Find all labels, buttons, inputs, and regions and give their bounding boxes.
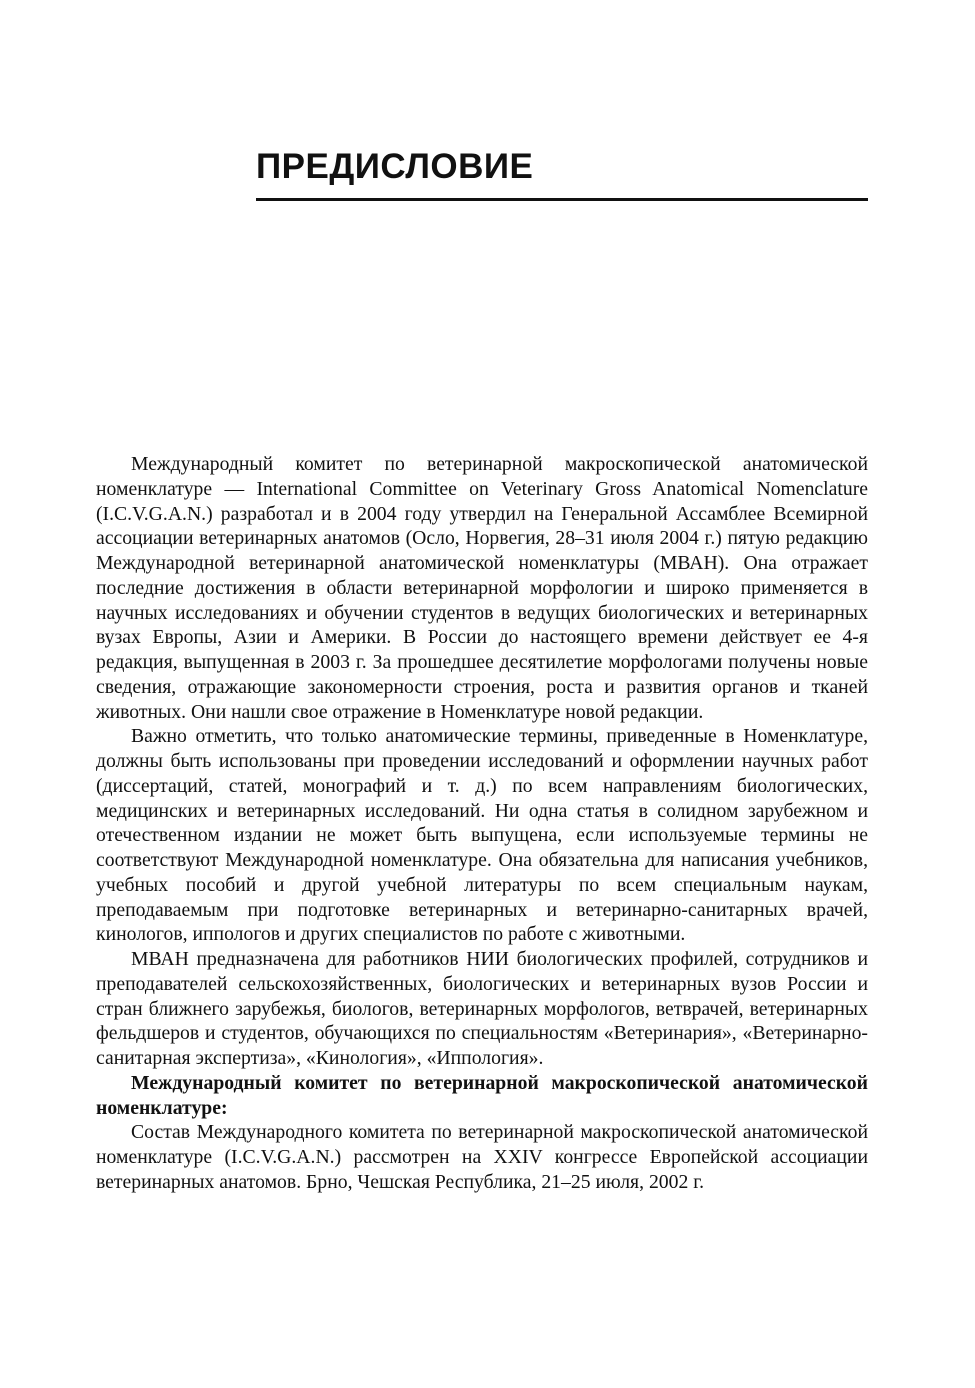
paragraph-committee-composition: Состав Международного комитета по ветеринарной макроскопической анатомической номенклатуре (I.C.V.G.A.N.) рассмотрен на XXIV конгрессе Европейской ассоциации ветеринарных анатомов. Брно, Чешская Республика, 21–25 июля, 2002 г. [96, 1121, 868, 1193]
title-underline [256, 198, 868, 201]
paragraph-audience: МВАН предназначена для работников НИИ биологических профилей, сотрудников и преподавателей сельскохозяйственных, биологических и ветеринарных вузов России и стран ближнего зарубежья, биологов, ветеринарных морфологов, ветврачей, ветеринарных фельдшеров и студентов, обучающихся по специальностям «Ветеринария», «Ветеринарно-санитарная экспертиза», «Кинология», «Иппология». [96, 948, 868, 1069]
page-title: ПРЕДИСЛОВИЕ [256, 147, 534, 186]
paragraph-intro: Международный комитет по ветеринарной макроскопической анатомической номенклатуре — International Committee on Veterinary Gross Anatomical Nomenclature (I.C.V.G.A.N.) разработал и в 2004 году утвердил на Генеральной Ассамблее Всемирной ассоциации ветеринарных анатомов (Осло, Норвегия, 28–31 июля 2004 г.) пятую редакцию Международной ветеринарной анатомической номенклатуры (МВАН). Она отражает последние достижения в области ветеринарной морфологии и широко применяется в научных исследованиях и обучении студентов в ведущих биологических и ветеринарных вузах Европы, Азии и Америки. В России до настоящего времени действует ее 4-я редакция, выпущенная в 2003 г. За прошедшее десятилетие морфологами получены новые сведения, отражающие закономерности строения, роста и развития органов и тканей животных. Они нашли свое отражение в Номенклатуре новой редакции. [96, 453, 868, 723]
paragraph-terms-usage: Важно отметить, что только анатомические термины, приведенные в Номенклатуре, должны быть использованы при проведении исследований и оформлении научных работ (диссертаций, статей, монографий и т. д.) по всем направлениям биологических, медицинских и ветеринарных исследований. Ни одна статья в солидном зарубежном и отечественном издании не может быть выпущена, если используемые термины не соответствуют Международной номенклатуре. Она обязательна для написания учебников, учебных пособий и другой учебной литературы по всем специальным наукам, преподаваемым при подготовке ветеринарных и ветеринарно-санитарных врачей, кинологов, иппологов и других специалистов по работе с животными. [96, 725, 868, 946]
chapter-header [256, 142, 868, 201]
committee-heading: Международный комитет по ветеринарной макроскопической анатомической номенклатуре: [96, 1071, 868, 1119]
body-text [96, 452, 868, 1195]
